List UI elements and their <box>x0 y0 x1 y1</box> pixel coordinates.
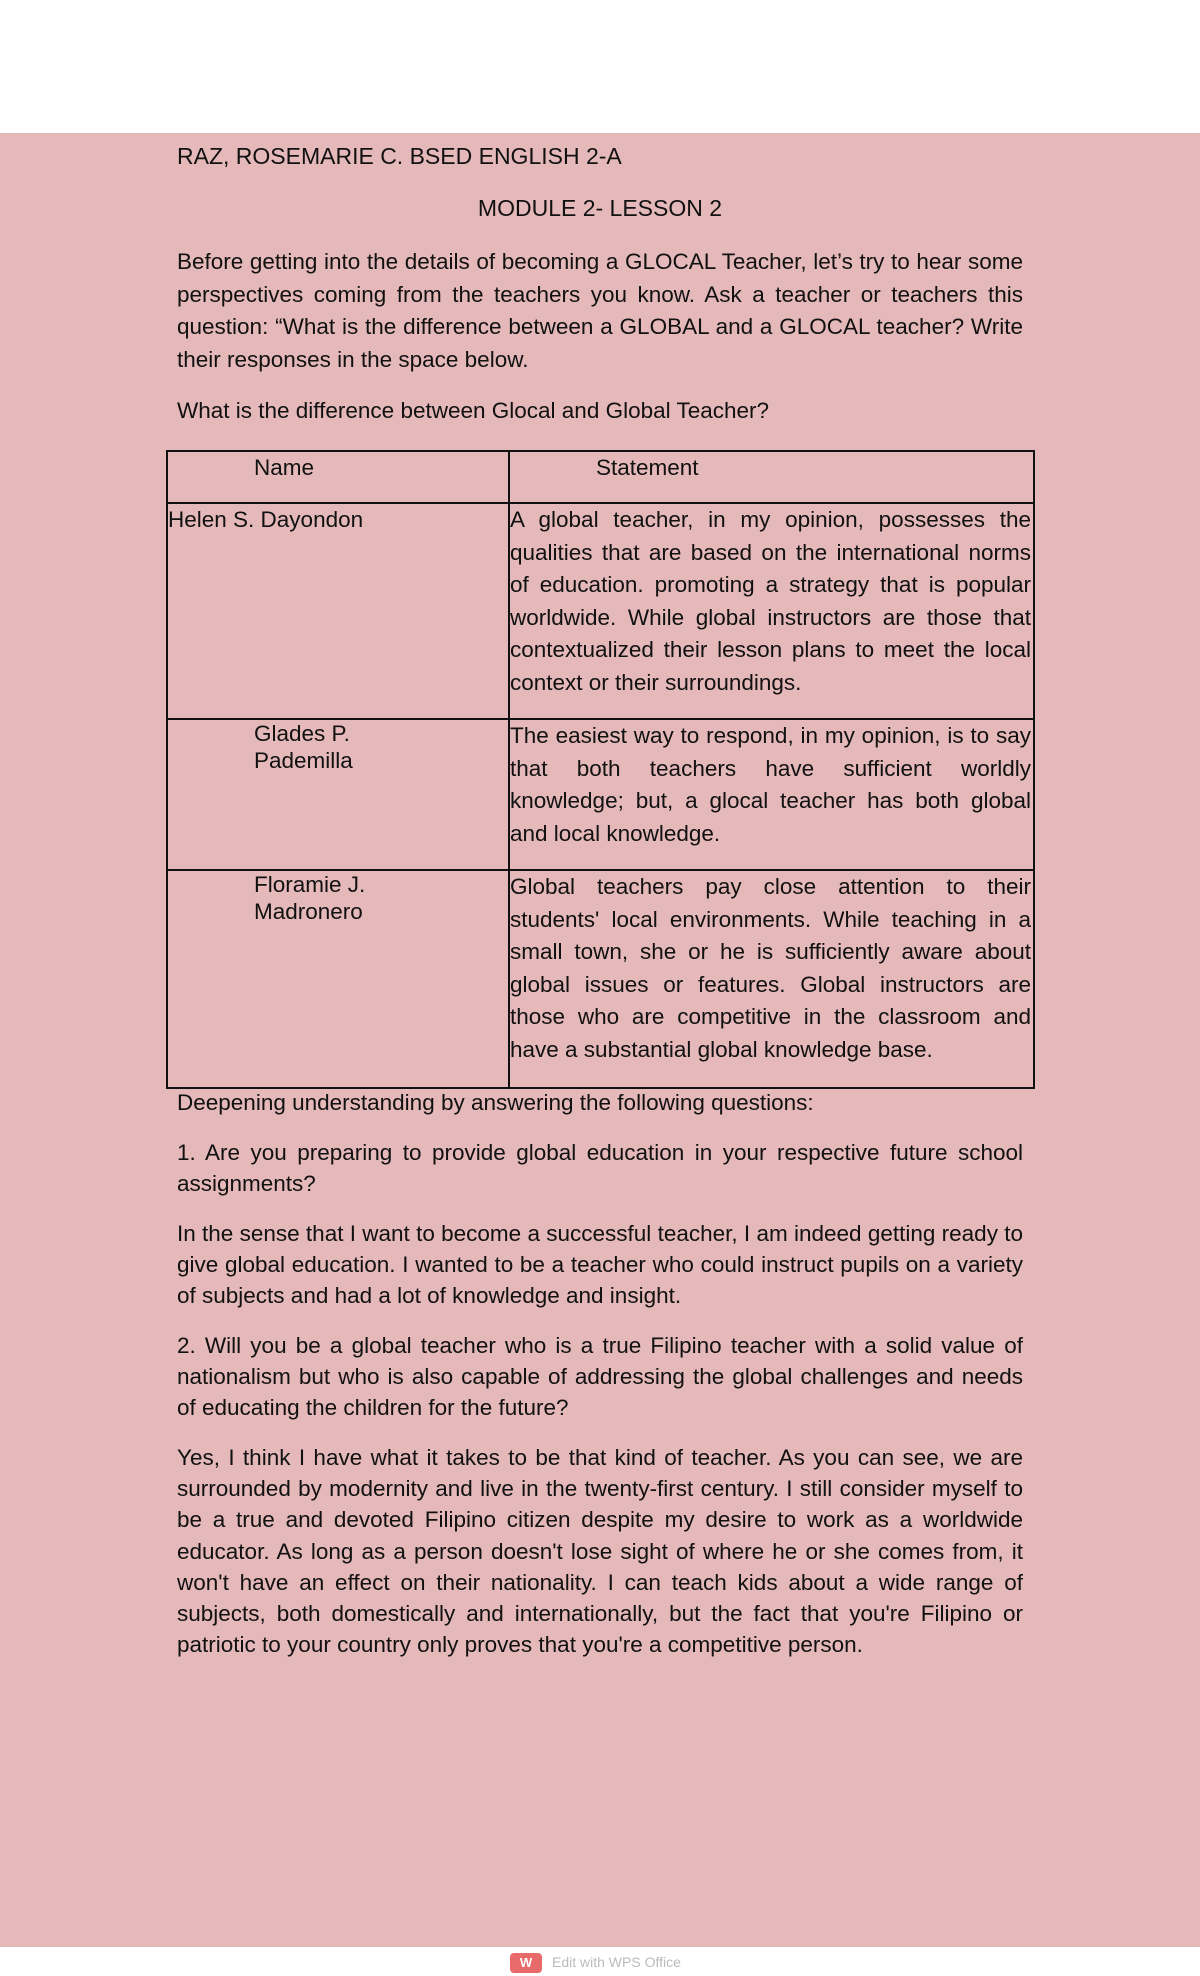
respondent-statement: The easiest way to respond, in my opinion, is to say that both teachers have sufficient worldly knowledge; but, a glocal teacher has both global and local knowledge. <box>509 719 1034 870</box>
wps-watermark-text: Edit with WPS Office <box>552 1954 681 1970</box>
respondent-name: Helen S. Dayondon <box>167 503 509 719</box>
table-row <box>167 503 1034 719</box>
respondent-name <box>167 870 509 1088</box>
answer-1: In the sense that I want to become a successful teacher, I am indeed getting ready to give global education. I wanted to be a teacher who could instruct pupils on a variety of subjects and had a lot of knowledge and insight. <box>177 1221 1023 1309</box>
respondent-statement: Global teachers pay close attention to their students' local environments. While teaching in a small town, she or he is sufficiently aware about global issues or features. Global instructors are those who are competitive in the classroom and have a substantial global knowledge base. <box>509 870 1034 1088</box>
table-header-row <box>167 451 1034 503</box>
header-name: Name <box>167 451 509 503</box>
header-statement: Statement <box>509 451 1034 503</box>
respondent-name-line1: Glades P. <box>254 721 350 746</box>
respondent-name-line1: Floramie J. <box>254 872 366 897</box>
table-row <box>167 870 1034 1088</box>
deepening-heading: Deepening understanding by answering the following questions: <box>177 1090 814 1115</box>
respondent-name-line2: Madronero <box>254 899 363 924</box>
respondent-statement: A global teacher, in my opinion, possesses the qualities that are based on the international norms of education. promoting a strategy that is popular worldwide. While global instructors are those that contextualized their lesson plans to meet the local context or their surroundings. <box>509 503 1034 719</box>
respondent-name-line2: Pademilla <box>254 748 353 773</box>
answer-2: Yes, I think I have what it takes to be that kind of teacher. As you can see, we are surrounded by modernity and live in the twenty-first century. I still consider myself to be a true and devoted Filipino citizen despite my desire to work as a worldwide educator. As long as a person doesn't lose sight of where he or she comes from, it won't have an effect on their nationality. I can teach kids about a wide range of subjects, both domestically and internationally, but the fact that you're Filipino or patriotic to your country only proves that you're a competitive person. <box>177 1445 1023 1658</box>
question-1: 1. Are you preparing to provide global education in your respective future school assignments? <box>177 1140 1023 1197</box>
student-info: RAZ, ROSEMARIE C. BSED ENGLISH 2-A <box>177 143 622 169</box>
table-row <box>167 719 1034 870</box>
responses-table <box>166 450 1035 1089</box>
module-title: MODULE 2- LESSON 2 <box>477 195 723 221</box>
intro-paragraph: Before getting into the details of becoming a GLOCAL Teacher, let’s try to hear some perspectives coming from the teachers you know. Ask a teacher or teachers this question: “What is the difference between a GLOBAL and a GLOCAL teacher? Write their responses in the space below. <box>177 249 1023 372</box>
respondent-name <box>167 719 509 870</box>
main-question: What is the difference between Glocal and Global Teacher? <box>177 398 770 423</box>
wps-logo-icon: W <box>510 1953 542 1973</box>
question-2: 2. Will you be a global teacher who is a true Filipino teacher with a solid value of nationalism but who is also capable of addressing the global challenges and needs of educating the children for the future? <box>177 1333 1023 1421</box>
